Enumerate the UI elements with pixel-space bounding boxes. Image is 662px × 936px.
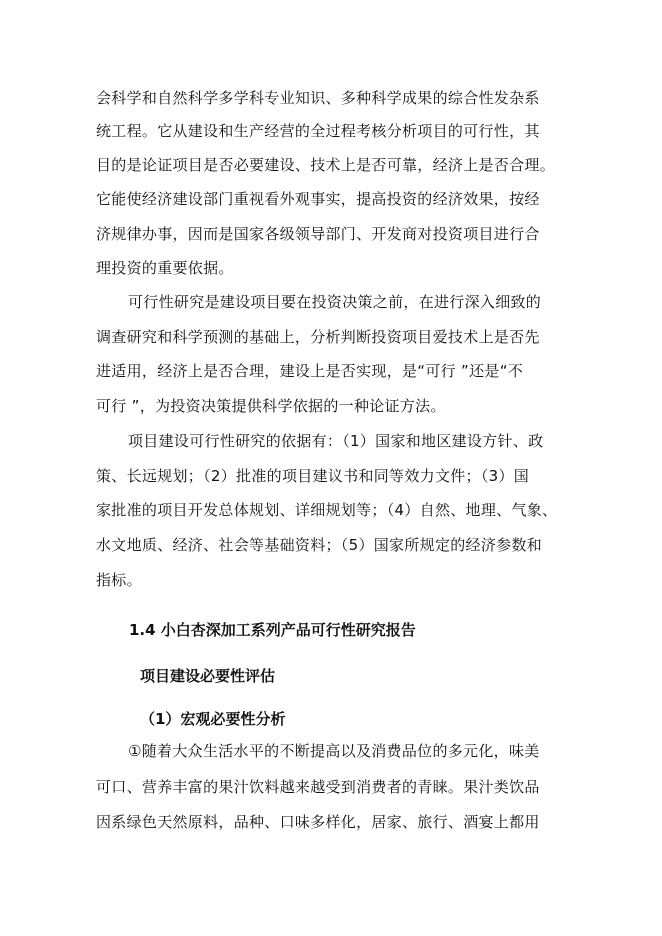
paragraph-4-line-2: 可口、营养丰富的果汁饮料越来越受到消费者的青睐。果汁类饮品 [96, 778, 540, 796]
paragraph-2-line-3: 进适用，经济上是否合理，建设上是否实现，是“可行 ”还是“不 [96, 362, 524, 380]
paragraph-1-line-3: 目的是论证项目是否必要建设、技术上是否可靠，经济上是否合理。 [96, 156, 556, 174]
subheading: 项目建设必要性评估 [140, 667, 276, 685]
paragraph-3-line-1: 项目建设可行性研究的依据有：（1）国家和地区建设方针、政 [128, 432, 544, 450]
paragraph-4-line-1: ①随着大众生活水平的不断提高以及消费品位的多元化，味美 [128, 742, 540, 760]
paragraph-1-line-5: 济规律办事，因而是国家各级领导部门、开发商对投资项目进行合 [96, 225, 540, 243]
paragraph-3-line-4: 水文地质、经济、社会等基础资料；（5）国家所规定的经济参数和 [96, 536, 543, 554]
paragraph-2-line-4: 可行 ”，为投资决策提供科学依据的一种论证方法。 [96, 397, 446, 415]
sub-subheading: （1）宏观必要性分析 [140, 710, 286, 728]
paragraph-1-line-6: 理投资的重要依据。 [96, 259, 234, 277]
paragraph-1-line-4: 它能使经济建设部门重视看外观事实，提高投资的经济效果，按经 [96, 190, 540, 208]
paragraph-4-line-3: 因系绿色天然原料，品种、口味多样化，居家、旅行、酒宴上都用 [96, 813, 540, 831]
paragraph-3-line-2: 策、长远规划；（2）批准的项目建议书和同等效力文件；（3）国 [96, 467, 530, 485]
paragraph-1-line-1: 会科学和自然科学多学科专业知识、多种科学成果的综合性发杂系 [96, 89, 540, 107]
paragraph-2-line-1: 可行性研究是建设项目要在投资决策之前，在进行深入细致的 [128, 293, 542, 311]
paragraph-2-line-2: 调查研究和科学预测的基础上，分析判断投资项目爱技术上是否先 [96, 328, 540, 346]
paragraph-3-line-5: 指标。 [96, 571, 142, 589]
section-heading: 1.4 小白杏深加工系列产品可行性研究报告 [129, 621, 416, 639]
paragraph-3-line-3: 家批准的项目开发总体规划、详细规划等；（4）自然、地理、气象、 [96, 501, 558, 519]
paragraph-1-line-2: 统工程。它从建设和生产经营的全过程考核分析项目的可行性，其 [96, 122, 540, 140]
